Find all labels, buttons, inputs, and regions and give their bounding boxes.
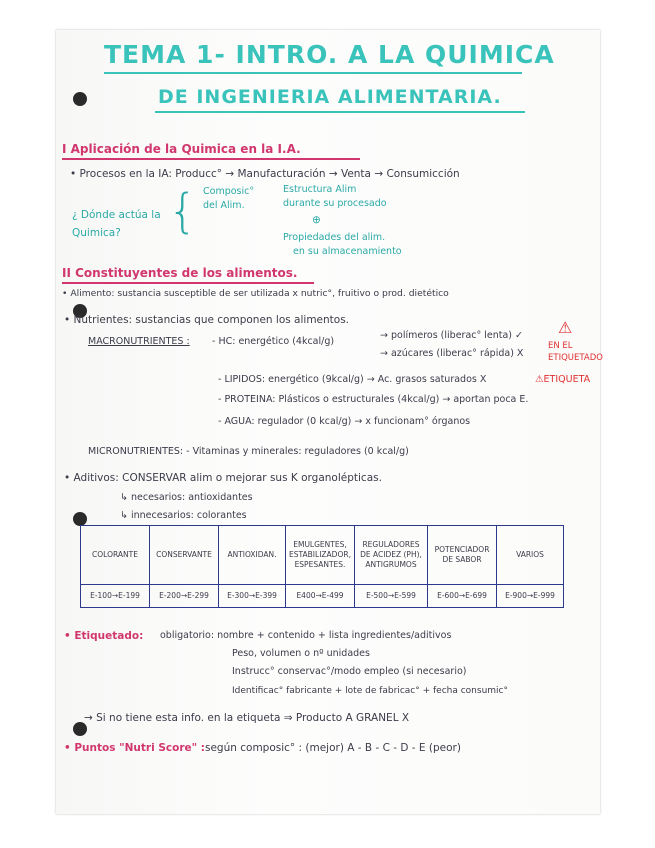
- table-cell: E-900→E-999: [497, 585, 564, 608]
- right-col-1: Estructura Alim: [283, 184, 357, 195]
- table-header: REGULADORES DE ACIDEZ (PH), ANTIGRUMOS: [355, 526, 428, 585]
- table-header: ANTIOXIDAN.: [219, 526, 286, 585]
- title-line-1: TEMA 1- INTRO. A LA QUIMICA: [104, 40, 555, 69]
- alimento-def: • Alimento: sustancia susceptible de ser utilizada x nutric°, fruitivo o prod. dietético: [62, 288, 449, 299]
- table-header: POTENCIADOR DE SABOR: [428, 526, 497, 585]
- section-heading-1: I Aplicación de la Quimica en la I.A.: [62, 142, 301, 156]
- table-cell: E-500→E-599: [355, 585, 428, 608]
- table-cell: E-300→E-399: [219, 585, 286, 608]
- proteina-line: - PROTEINA: Plásticos o estructurales (4kcal/g) → aportan poca E.: [218, 394, 529, 405]
- table-header: COLORANTE: [81, 526, 150, 585]
- aditivos-table: [80, 525, 564, 608]
- etiquetado-label: • Etiquetado:: [64, 630, 144, 642]
- title-underline: [155, 111, 525, 113]
- etiquetado-line-4: Identificac° fabricante + lote de fabricac° + fecha consumic°: [232, 686, 508, 696]
- nutri-text: según composic° : (mejor) A - B - C - D - E (peor): [205, 742, 461, 754]
- polimeros-line: → polímeros (liberac° lenta) ✓: [380, 330, 523, 341]
- heading-underline: [62, 282, 314, 284]
- table-cell: E-100→E-199: [81, 585, 150, 608]
- table-header: CONSERVANTE: [150, 526, 219, 585]
- table-header: EMULGENTES, ESTABILIZADOR, ESPESANTES.: [286, 526, 355, 585]
- binder-hole: [73, 722, 87, 736]
- hc-line: - HC: energético (4kcal/g): [212, 336, 335, 347]
- etiquetado-line-1: obligatorio: nombre + contenido + lista ingredientes/aditivos: [160, 630, 452, 641]
- right-col-4: Propiedades del alim.: [283, 232, 386, 243]
- table-header: VARIOS: [497, 526, 564, 585]
- macro-label: MACRONUTRIENTES :: [88, 336, 190, 347]
- binder-hole: [73, 92, 87, 106]
- table-cell: E-200→E-299: [150, 585, 219, 608]
- etiquetado-line-3: Instrucc° conservac°/modo empleo (si necesario): [232, 666, 467, 677]
- aditivos-sub-2: ↳ innecesarios: colorantes: [120, 510, 247, 521]
- section-heading-2: II Constituyentes de los alimentos.: [62, 266, 298, 280]
- brace: {: [168, 184, 198, 238]
- title-line-2: DE INGENIERIA ALIMENTARIA.: [158, 86, 502, 108]
- left-col-2: del Alim.: [203, 200, 245, 211]
- granel-line: → Si no tiene esta info. en la etiqueta ⇒ Producto A GRANEL X: [84, 712, 410, 724]
- aditivos-line: • Aditivos: CONSERVAR alim o mejorar sus K organolépticas.: [64, 472, 382, 484]
- azucares-line: → azúcares (liberac° rápida) X: [380, 348, 524, 359]
- plus-symbol: ⊕: [312, 214, 321, 226]
- right-col-5: en su almacenamiento: [293, 246, 402, 257]
- etiqueta-label: ETIQUETA: [543, 374, 591, 385]
- right-col-2: durante su procesado: [283, 198, 387, 209]
- table-cell: E-600→E-699: [428, 585, 497, 608]
- question-text: ¿ Dónde actúa la Quimica?: [72, 209, 161, 239]
- binder-hole: [73, 512, 87, 526]
- left-col-1: Composic°: [203, 186, 255, 197]
- etiquetado-line-2: Peso, volumen o nº unidades: [232, 648, 370, 659]
- etiqueta-note-2: ⚠ETIQUETA: [535, 374, 591, 385]
- lipidos-line: - LIPIDOS: energético (9kcal/g) → Ac. grasos saturados X: [218, 374, 487, 385]
- agua-line: - AGUA: regulador (0 kcal/g) → x funcionam° órganos: [218, 416, 471, 427]
- nutrientes-def: • Nutrientes: sustancias que componen los alimentos.: [64, 314, 350, 326]
- aditivos-sub-1: ↳ necesarios: antioxidantes: [120, 492, 253, 503]
- table-cell: E400→E-499: [286, 585, 355, 608]
- micro-line: MICRONUTRIENTES: - Vitaminas y minerales: reguladores (0 kcal/g): [88, 446, 409, 457]
- heading-underline: [62, 158, 360, 160]
- process-line: • Procesos en la IA: Producc° → Manufacturación → Venta → Consumicción: [70, 168, 460, 180]
- title-underline: [104, 72, 522, 74]
- warning-icon: ⚠: [558, 318, 573, 337]
- nutri-label: • Puntos "Nutri Score" :: [64, 742, 205, 754]
- etiquetado-note: EN EL ETIQUETADO: [548, 341, 603, 363]
